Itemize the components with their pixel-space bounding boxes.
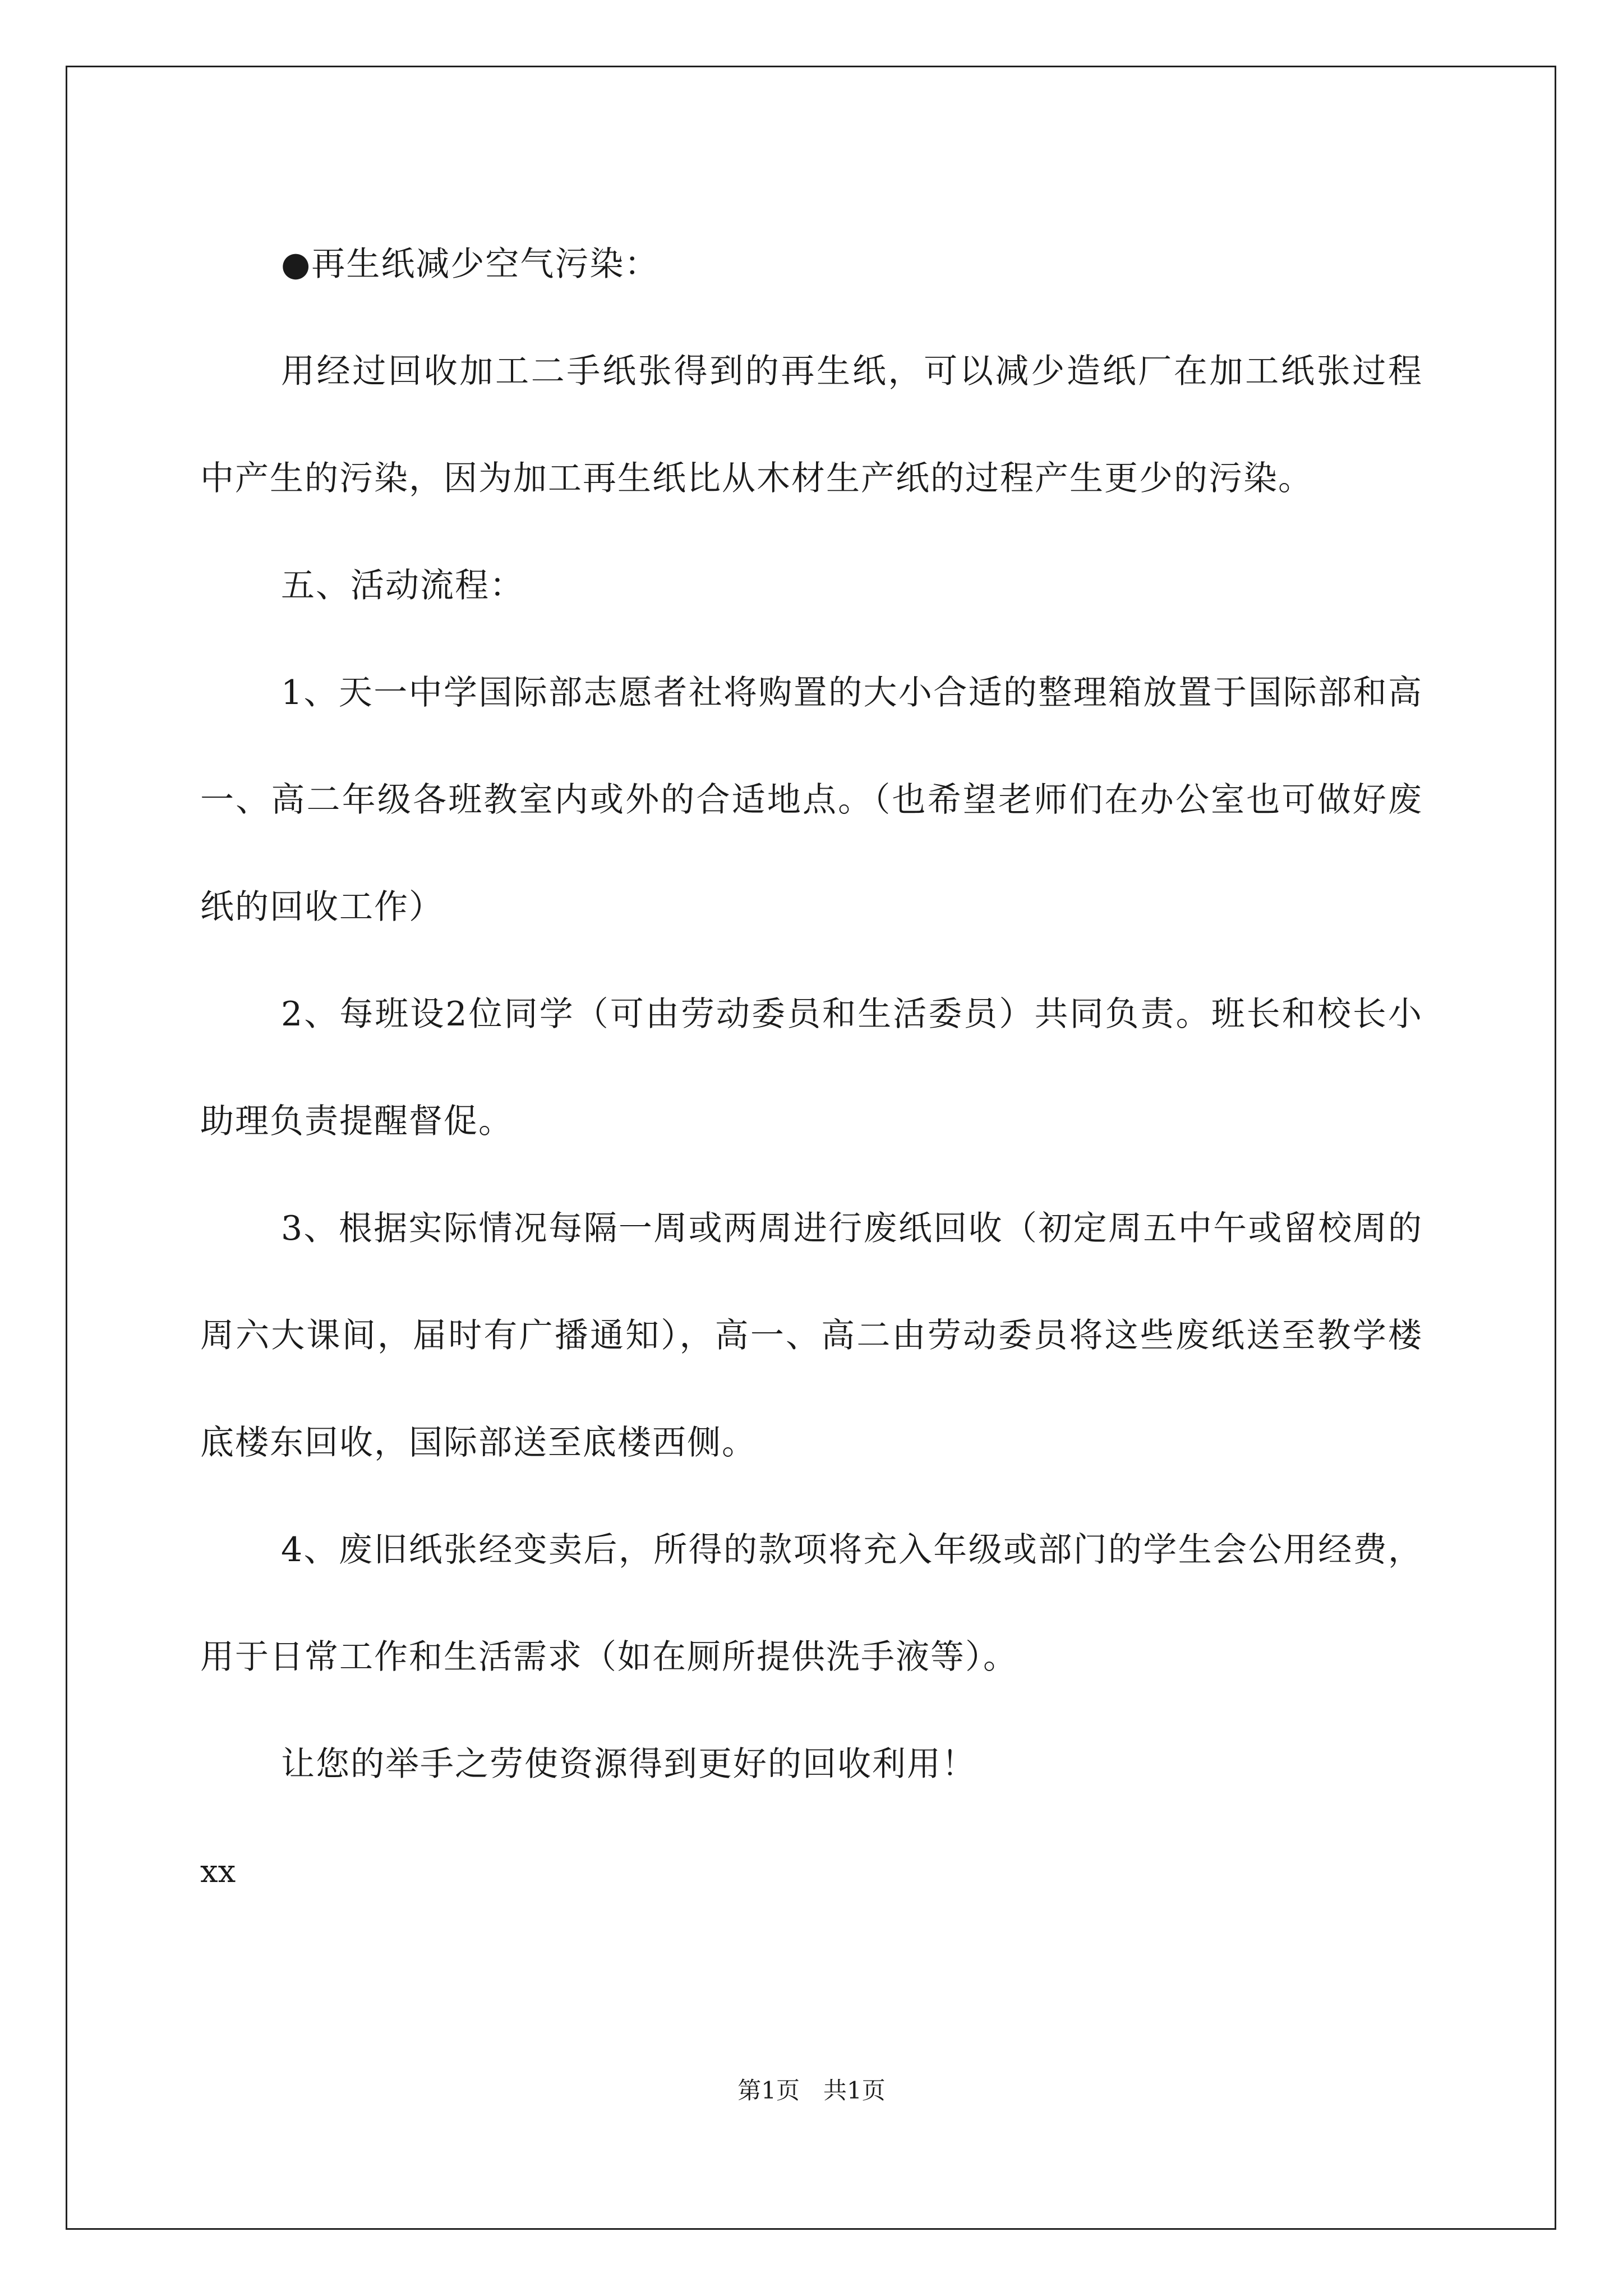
paragraph-activity-process-heading: 五、活动流程： bbox=[281, 566, 524, 605]
paragraph-recycled-paper-heading: ●再生纸减少空气污染： bbox=[281, 245, 660, 284]
paragraph-step-2: 2、每班设2位同学（可由劳动委员和生活委员）共同负责。班长和校长小助理负责提醒督促。 bbox=[200, 995, 1423, 1141]
document-body bbox=[200, 211, 1423, 1925]
page-number-footer: 第1页 共1页 bbox=[737, 2077, 886, 2104]
paragraph-step-4: 4、废旧纸张经变卖后，所得的款项将充入年级或部门的学生会公用经费，用于日常工作和生活需求（如在厕所提供洗手液等）。 bbox=[200, 1530, 1423, 1677]
signature: xx bbox=[200, 1853, 236, 1890]
paragraph-step-3: 3、根据实际情况每隔一周或两周进行废纸回收（初定周五中午或留校周的周六大课间，届时有广播通知），高一、高二由劳动委员将这些废纸送至教学楼底楼东回收，国际部送至底楼西侧。 bbox=[200, 1209, 1423, 1462]
paragraph-recycled-paper-benefit: 用经过回收加工二手纸张得到的再生纸，可以减少造纸厂在加工纸张过程中产生的污染，因为加工再生纸比从木材生产纸的过程产生更少的污染。 bbox=[200, 352, 1423, 498]
paragraph-step-1: 1、天一中学国际部志愿者社将购置的大小合适的整理箱放置于国际部和高一、高二年级各班教室内或外的合适地点。（也希望老师们在办公室也可做好废纸的回收工作） bbox=[200, 673, 1423, 927]
paragraph-closing: 让您的举手之劳使资源得到更好的回收利用！ bbox=[281, 1745, 976, 1784]
